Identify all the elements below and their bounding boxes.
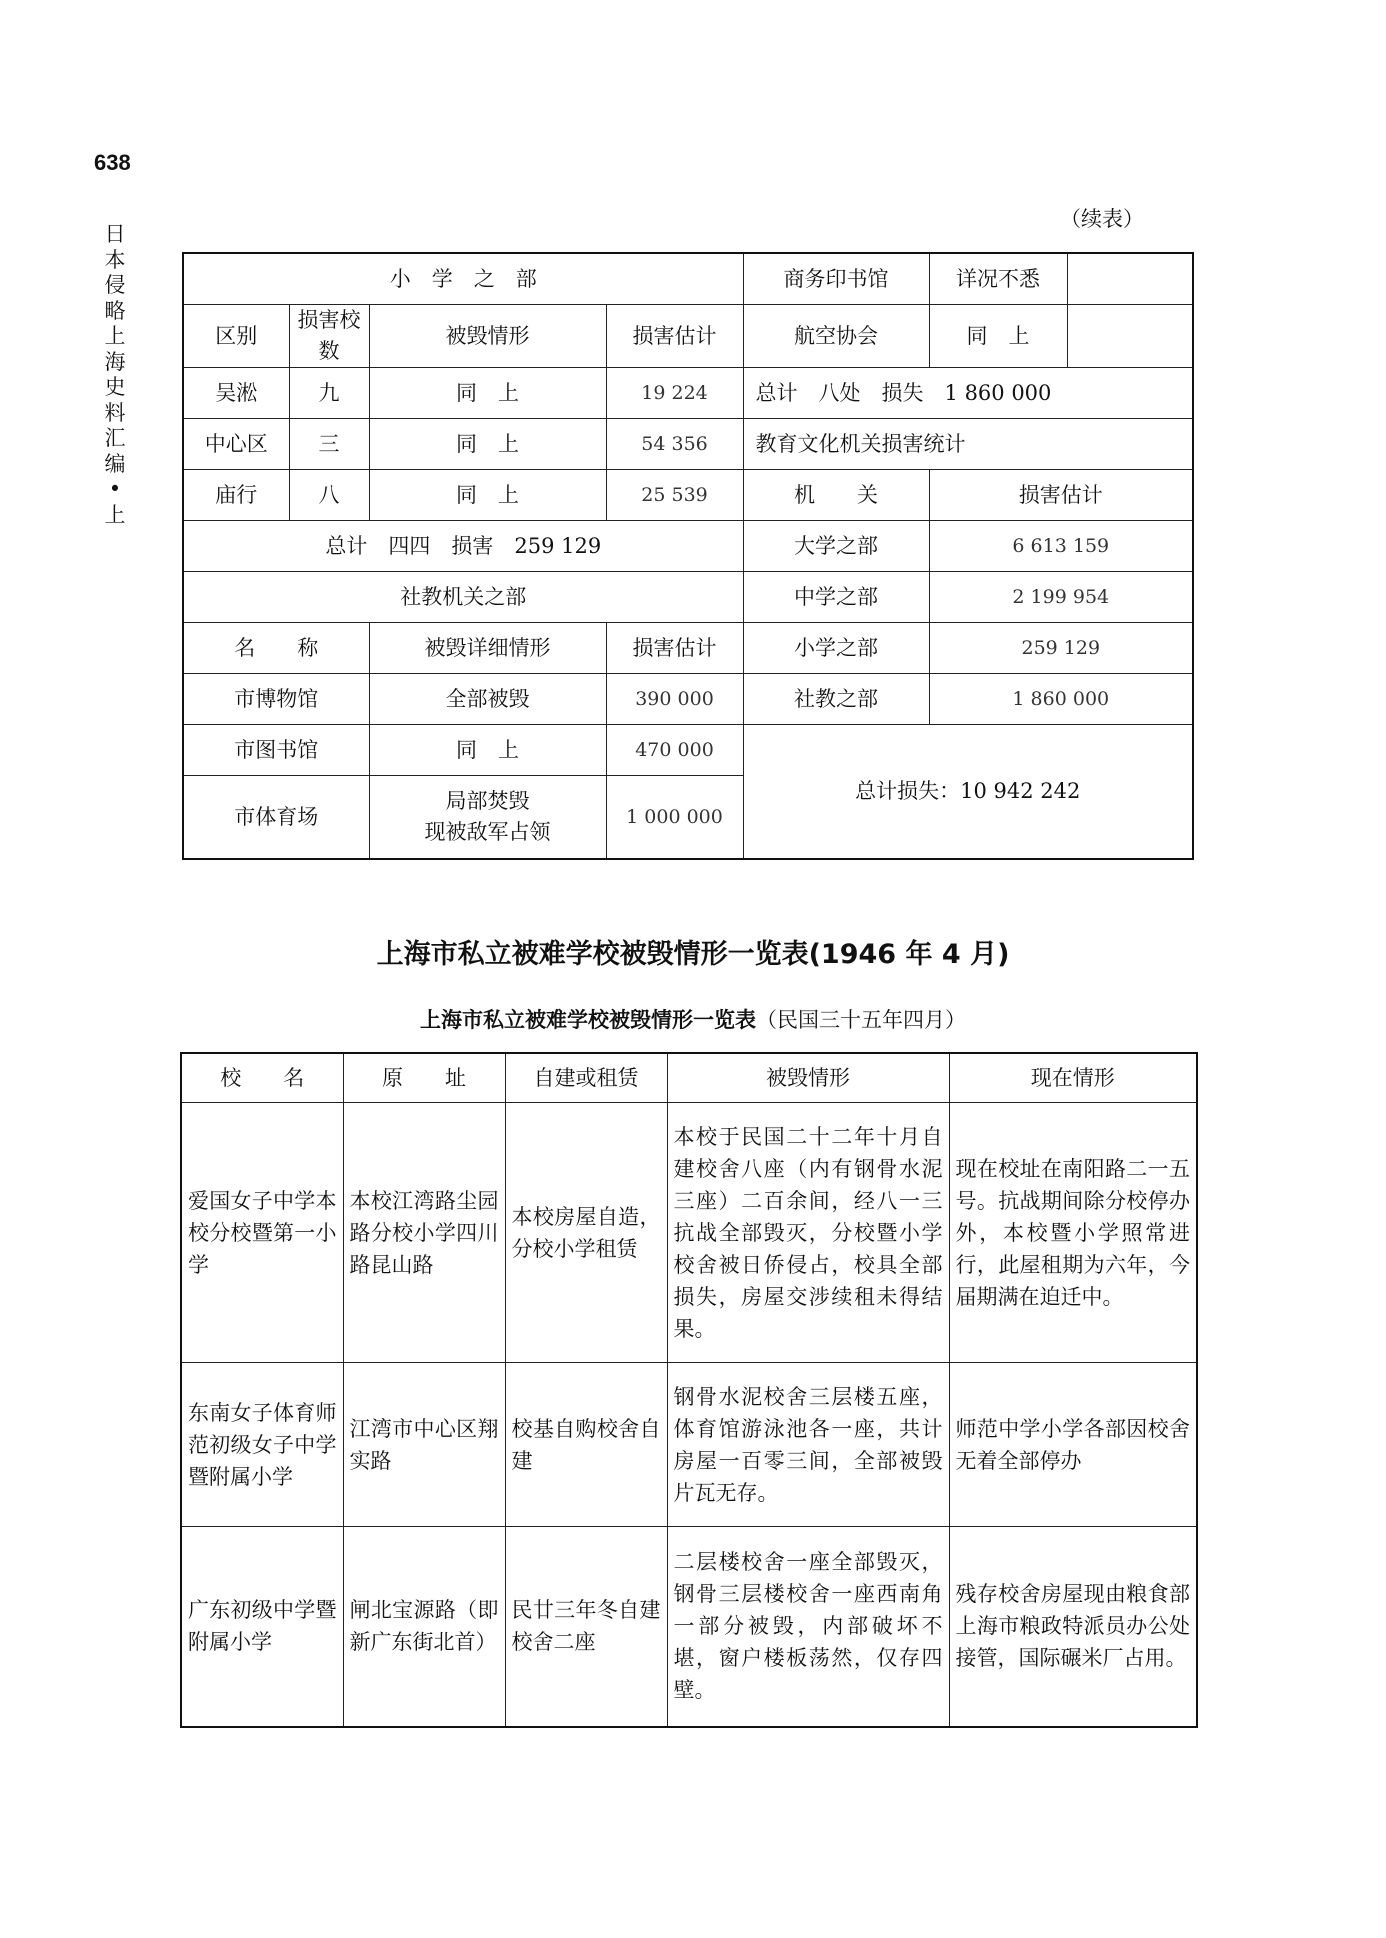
- side-title-char: 史: [104, 375, 126, 399]
- table-cell: 中学之部: [743, 572, 929, 623]
- table-cell: [1067, 305, 1193, 368]
- table-cell: 1 860 000: [929, 674, 1193, 725]
- table-cell: 同 上: [369, 368, 606, 419]
- table-cell: 总计 八处 损失 1 860 000: [743, 368, 1193, 419]
- table-cell: 区别: [183, 305, 289, 368]
- side-title-char: •: [108, 477, 122, 501]
- table-row: [181, 1103, 1197, 1363]
- cell-line: 局部焚毁: [445, 789, 530, 813]
- ownership-cell: 校基自购校舍自建: [505, 1363, 667, 1527]
- table-cell: 同 上: [369, 419, 606, 470]
- table-cell: 机 关: [743, 470, 929, 521]
- table-cell: 大学之部: [743, 521, 929, 572]
- table-cell: 小 学 之 部: [183, 253, 743, 305]
- table-cell: 1 000 000: [606, 776, 743, 860]
- current-status-cell: 现在校址在南阳路二一五号。抗战期间除分校停办外，本校暨小学照常进行，此屋租期为六年，今届期满在迫迁中。: [949, 1103, 1197, 1363]
- table-caption-main: 上海市私立被难学校被毁情形一览表: [420, 1008, 756, 1032]
- table-cell: [1067, 253, 1193, 305]
- table-cell: 同 上: [929, 305, 1067, 368]
- table-row: [183, 572, 1193, 623]
- column-header: 被毁情形: [667, 1053, 949, 1103]
- ownership-cell: 民廿三年冬自建校舍二座: [505, 1527, 667, 1727]
- side-title-char: 汇: [104, 426, 126, 450]
- loss-statistics-table: [182, 252, 1194, 860]
- damage-cell: 本校于民国二十二年十月自建校舍八座（内有钢骨水泥三座）二百余间，经八一三抗战全部毁灭，分校暨小学校舍被日侨侵占，校具全部损失，房屋交涉续租未得结果。: [667, 1103, 949, 1363]
- table-cell: 19 224: [606, 368, 743, 419]
- table-cell: 市图书馆: [183, 725, 369, 776]
- table-row: [183, 419, 1193, 470]
- column-header: 现在情形: [949, 1053, 1197, 1103]
- table-cell: 市博物馆: [183, 674, 369, 725]
- table-row: [183, 368, 1193, 419]
- table-cell: 八: [289, 470, 369, 521]
- current-status-cell: 师范中学小学各部因校舍无着全部停办: [949, 1363, 1197, 1527]
- table-row: [183, 305, 1193, 368]
- table-row: [183, 521, 1193, 572]
- table-header-row: [181, 1053, 1197, 1103]
- table-cell: 三: [289, 419, 369, 470]
- side-title-char: 上: [104, 324, 126, 348]
- side-title-char: 日: [104, 222, 126, 246]
- table-cell: 庙行: [183, 470, 289, 521]
- table-cell: 详况不悉: [929, 253, 1067, 305]
- address-cell: 本校江湾路尘园路分校小学四川路昆山路: [343, 1103, 505, 1363]
- table-cell: 九: [289, 368, 369, 419]
- table-cell: 470 000: [606, 725, 743, 776]
- table-cell: 名 称: [183, 623, 369, 674]
- table-cell: 吴淞: [183, 368, 289, 419]
- table-cell: 2 199 954: [929, 572, 1193, 623]
- page-number: 638: [94, 150, 131, 175]
- table-cell: 市体育场: [183, 776, 369, 860]
- column-header: 校 名: [181, 1053, 343, 1103]
- table-cell: 教育文化机关损害统计: [743, 419, 1193, 470]
- side-title-char: 本: [104, 247, 126, 272]
- table-cell: 总计损失：10 942 242: [743, 725, 1193, 860]
- side-title-char: 海: [104, 349, 126, 374]
- damage-cell: 钢骨水泥校舍三层楼五座，体育馆游泳池各一座，共计房屋一百零三间，全部被毁片瓦无存。: [667, 1363, 949, 1527]
- table-cell: 54 356: [606, 419, 743, 470]
- side-title-char: 料: [104, 400, 126, 425]
- table-cell: 总计 四四 损害 259 129: [183, 521, 743, 572]
- ownership-cell: 本校房屋自造，分校小学租赁: [505, 1103, 667, 1363]
- column-header: 自建或租赁: [505, 1053, 667, 1103]
- table-cell: 航空协会: [743, 305, 929, 368]
- table-row: [181, 1363, 1197, 1527]
- table-cell: [369, 776, 606, 860]
- table-row: [181, 1527, 1197, 1727]
- table-cell: 同 上: [369, 470, 606, 521]
- cell-line: 现被敌军占领: [424, 820, 551, 844]
- side-running-title: [102, 222, 128, 528]
- table-row: [183, 674, 1193, 725]
- private-schools-damage-table: [180, 1052, 1198, 1728]
- table-cell: 损害校数: [289, 305, 369, 368]
- table-row: [183, 623, 1193, 674]
- continued-label: （续表）: [1060, 207, 1144, 231]
- table-cell: 390 000: [606, 674, 743, 725]
- side-title-char: 略: [104, 298, 126, 323]
- table-cell: 损害估计: [606, 305, 743, 368]
- table-caption: [0, 1004, 1386, 1034]
- table-caption-date: （民国三十五年四月）: [756, 1008, 966, 1032]
- damage-cell: 二层楼校舍一座全部毁灭，钢骨三层楼校舍一座西南角一部分被毁，内部破坏不堪，窗户楼板荡然，仅存四壁。: [667, 1527, 949, 1727]
- table-row: [183, 725, 1193, 776]
- table-cell: 社教之部: [743, 674, 929, 725]
- table-cell: 同 上: [369, 725, 606, 776]
- address-cell: 江湾市中心区翔实路: [343, 1363, 505, 1527]
- column-header: 原 址: [343, 1053, 505, 1103]
- table-cell: 全部被毁: [369, 674, 606, 725]
- school-name-cell: 爱国女子中学本校分校暨第一小学: [181, 1103, 343, 1363]
- table-cell: 被毁详细情形: [369, 623, 606, 674]
- side-title-char: 编: [104, 451, 126, 476]
- table-cell: 商务印书馆: [743, 253, 929, 305]
- section-title: 上海市私立被难学校被毁情形一览表(1946 年 4 月): [376, 939, 1010, 970]
- address-cell: 闸北宝源路（即新广东街北首）: [343, 1527, 505, 1727]
- table-row: [183, 253, 1193, 305]
- table-row: [183, 470, 1193, 521]
- table-cell: 损害估计: [606, 623, 743, 674]
- side-title-char: 上: [104, 502, 126, 527]
- table-cell: 被毁情形: [369, 305, 606, 368]
- school-name-cell: 广东初级中学暨附属小学: [181, 1527, 343, 1727]
- table-cell: 6 613 159: [929, 521, 1193, 572]
- table-cell: 259 129: [929, 623, 1193, 674]
- table-cell: 社教机关之部: [183, 572, 743, 623]
- table-cell: 小学之部: [743, 623, 929, 674]
- school-name-cell: 东南女子体育师范初级女子中学暨附属小学: [181, 1363, 343, 1527]
- table-cell: 中心区: [183, 419, 289, 470]
- side-title-char: 侵: [104, 273, 126, 297]
- table-cell: 损害估计: [929, 470, 1193, 521]
- current-status-cell: 残存校舍房屋现由粮食部上海市粮政特派员办公处接管，国际碾米厂占用。: [949, 1527, 1197, 1727]
- table-cell: 25 539: [606, 470, 743, 521]
